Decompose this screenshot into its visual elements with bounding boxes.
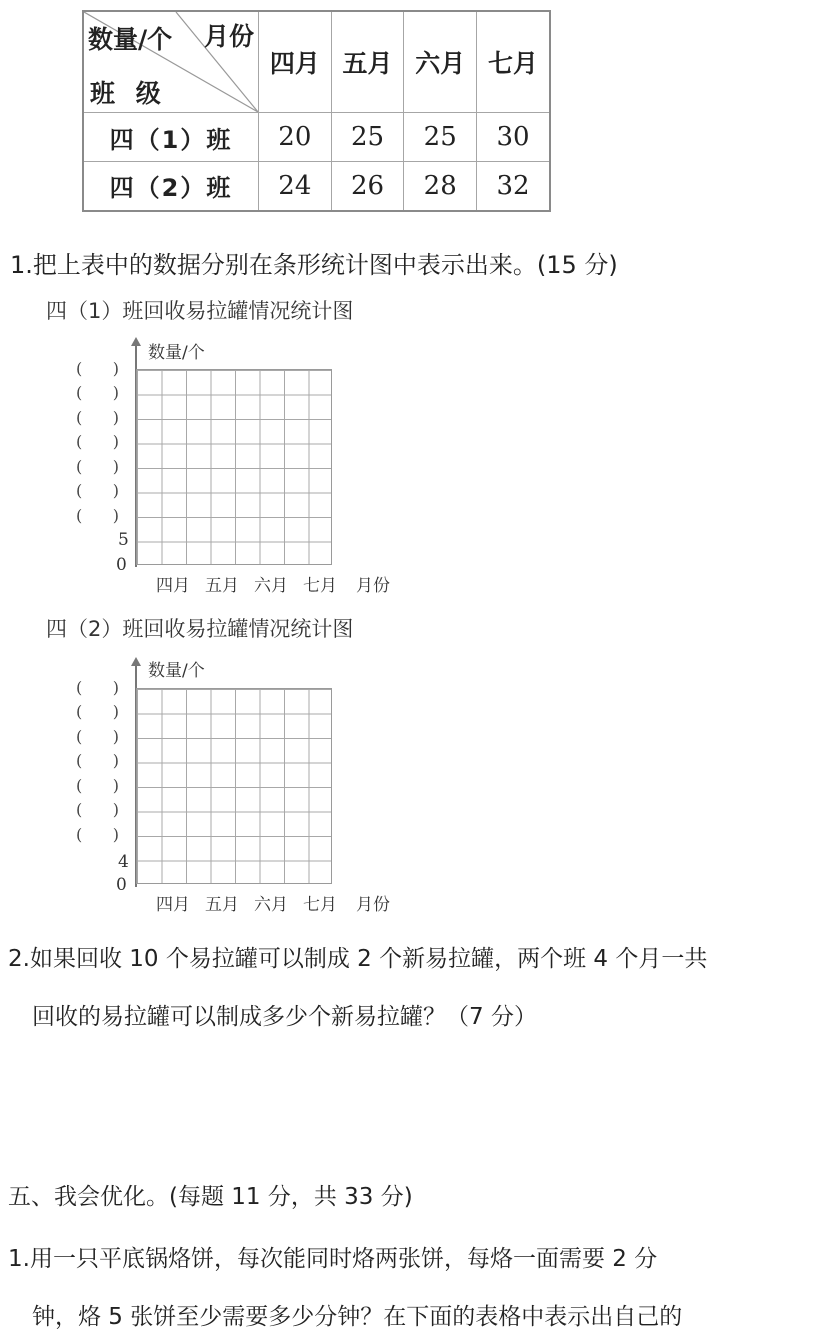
y-tick-blank: ( ) (76, 678, 119, 697)
y-tick-blank: ( ) (76, 506, 119, 525)
table-cell: 20 (259, 113, 332, 162)
x-label: 七月 (303, 895, 337, 915)
y-tick-blank: ( ) (76, 408, 119, 427)
table-cell: 24 (259, 162, 332, 211)
x-label: 七月 (303, 576, 337, 596)
y-tick-blank: ( ) (76, 702, 119, 721)
answer-grid (136, 369, 332, 565)
y-tick-blank: ( ) (76, 481, 119, 500)
x-label: 六月 (254, 576, 288, 596)
row-label: 四（2）班 (83, 162, 259, 211)
y-tick-blank: ( ) (76, 800, 119, 819)
y-axis-title: 数量/个 (148, 343, 205, 363)
question-2-line-2: 回收的易拉罐可以制成多少个新易拉罐？（7 分） (32, 1004, 537, 1030)
x-label: 五月 (205, 576, 239, 596)
y-axis-title: 数量/个 (148, 661, 205, 681)
row-label: 四（1）班 (83, 113, 259, 162)
table-cell: 26 (331, 162, 404, 211)
x-label: 六月 (254, 895, 288, 915)
table-cell: 25 (331, 113, 404, 162)
y-tick-blank: ( ) (76, 457, 119, 476)
corner-class-label: 班 级 (90, 79, 167, 108)
table-cell: 28 (404, 162, 477, 211)
y-tick-blank: ( ) (76, 432, 119, 451)
x-label: 四月 (156, 895, 190, 915)
month-header: 五月 (331, 11, 404, 113)
x-label: 四月 (156, 576, 190, 596)
recycling-data-table (82, 10, 551, 212)
table-cell: 32 (477, 162, 550, 211)
month-header: 七月 (477, 11, 550, 113)
chart-1 (60, 335, 410, 595)
table-cell: 30 (477, 113, 550, 162)
section-5-question-1-line-2: 钟，烙 5 张饼至少需要多少分钟？在下面的表格中表示出自己的 (32, 1304, 683, 1330)
table-row (83, 113, 550, 162)
section-5-question-1-line-1: 1.用一只平底锅烙饼，每次能同时烙两张饼，每烙一面需要 2 分 (8, 1246, 658, 1272)
y-tick-blank: ( ) (76, 751, 119, 770)
chart-2 (60, 655, 410, 915)
y-tick-blank: ( ) (76, 825, 119, 844)
chart-2-title: 四（2）班回收易拉罐情况统计图 (46, 617, 354, 641)
x-axis-title: 月份 (356, 576, 390, 596)
corner-quantity-label: 数量/个 (88, 25, 173, 54)
y-tick-label: 0 (116, 555, 127, 575)
month-header: 六月 (404, 11, 477, 113)
table-cell: 25 (404, 113, 477, 162)
y-tick-blank: ( ) (76, 383, 119, 402)
corner-month-label: 月份 (203, 22, 254, 51)
y-tick-label: 0 (116, 875, 127, 895)
question-1-text: 1.把上表中的数据分别在条形统计图中表示出来。(15 分) (10, 251, 618, 279)
month-header: 四月 (259, 11, 332, 113)
y-tick-label: 5 (118, 530, 129, 550)
y-tick-blank: ( ) (76, 727, 119, 746)
y-tick-blank: ( ) (76, 359, 119, 378)
chart-1-title: 四（1）班回收易拉罐情况统计图 (46, 299, 354, 323)
x-label: 五月 (205, 895, 239, 915)
question-2-line-1: 2.如果回收 10 个易拉罐可以制成 2 个新易拉罐，两个班 4 个月一共 (8, 946, 708, 972)
answer-grid (136, 688, 332, 884)
y-tick-blank: ( ) (76, 776, 119, 795)
table-corner-header (83, 11, 259, 113)
y-tick-label: 4 (118, 852, 129, 872)
section-5-heading: 五、我会优化。(每题 11 分，共 33 分) (8, 1184, 413, 1210)
x-axis-title: 月份 (356, 895, 390, 915)
table-row (83, 162, 550, 211)
